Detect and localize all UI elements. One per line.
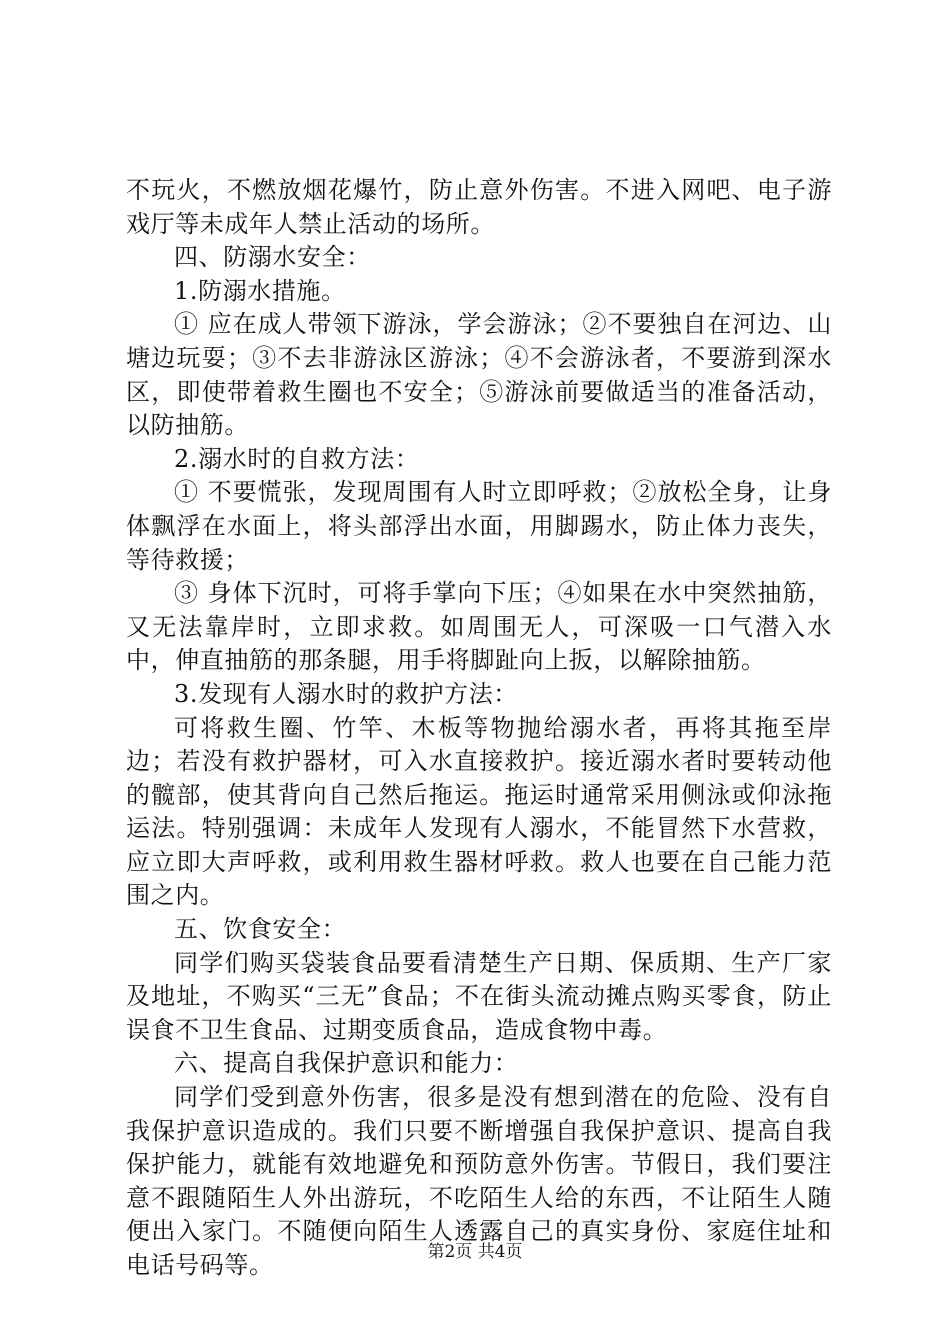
section-heading: 六、提高自我保护意识和能力： xyxy=(174,1049,519,1078)
paragraph: 不玩火，不燃放烟花爆竹，防止意外伤害。不进入网吧、电子游戏厅等未成年人禁止活动的场所。 xyxy=(126,176,832,238)
subsection-heading: 2.溺水时的自救方法： xyxy=(174,444,420,473)
subsection-heading: 3.发现有人溺水时的救护方法： xyxy=(174,679,518,708)
paragraph: 可将救生圈、竹竿、木板等物抛给溺水者，再将其拖至岸边；若没有救护器材，可入水直接救护。接近溺水者时要转动他的髋部，使其背向自己然后拖运。拖运时通常采用侧泳或仰泳拖运法。特别强调：未成年人发现有人溺水，不能冒然下水营救，应立即大声呼救，或利用救生器材呼救。救人也要在自己能力范围之内。 xyxy=(126,713,832,910)
section-heading: 五、饮食安全： xyxy=(174,915,347,944)
section-heading: 四、防溺水安全： xyxy=(174,243,371,272)
paragraph: ① 应在成人带领下游泳，学会游泳；②不要独自在河边、山塘边玩耍；③不去非游泳区游泳；④不会游泳者，不要游到深水区，即使带着救生圈也不安全；⑤游泳前要做适当的准备活动，以防抽筋。 xyxy=(126,310,832,440)
paragraph: ③ 身体下沉时，可将手掌向下压；④如果在水中突然抽筋，又无法靠岸时，立即求救。如周围无人，可深吸一口气潜入水中，伸直抽筋的那条腿，用手将脚趾向上扳，以解除抽筋。 xyxy=(126,579,832,675)
document-body xyxy=(126,174,832,1283)
paragraph: 同学们受到意外伤害，很多是没有想到潜在的危险、没有自我保护意识造成的。我们只要不断增强自我保护意识、提高自我保护能力，就能有效地避免和预防意外伤害。节假日，我们要注意不跟随陌生人外出游玩，不吃陌生人给的东西，不让陌生人随便出入家门。不随便向陌生人透露自己的真实身份、家庭住址和电话号码等。 xyxy=(126,1083,832,1279)
paragraph: ① 不要慌张，发现周围有人时立即呼救；②放松全身，让身体飘浮在水面上，将头部浮出水面，用脚踢水，防止体力丧失，等待救援； xyxy=(126,478,832,574)
subsection-heading: 1.防溺水措施。 xyxy=(174,276,346,305)
page-number-footer: 第2页 共4页 xyxy=(427,1242,523,1262)
paragraph: 同学们购买袋装食品要看清楚生产日期、保质期、生产厂家及地址，不购买“三无”食品；不在街头流动摊点购买零食，防止误食不卫生食品、过期变质食品，造成食物中毒。 xyxy=(126,948,832,1044)
